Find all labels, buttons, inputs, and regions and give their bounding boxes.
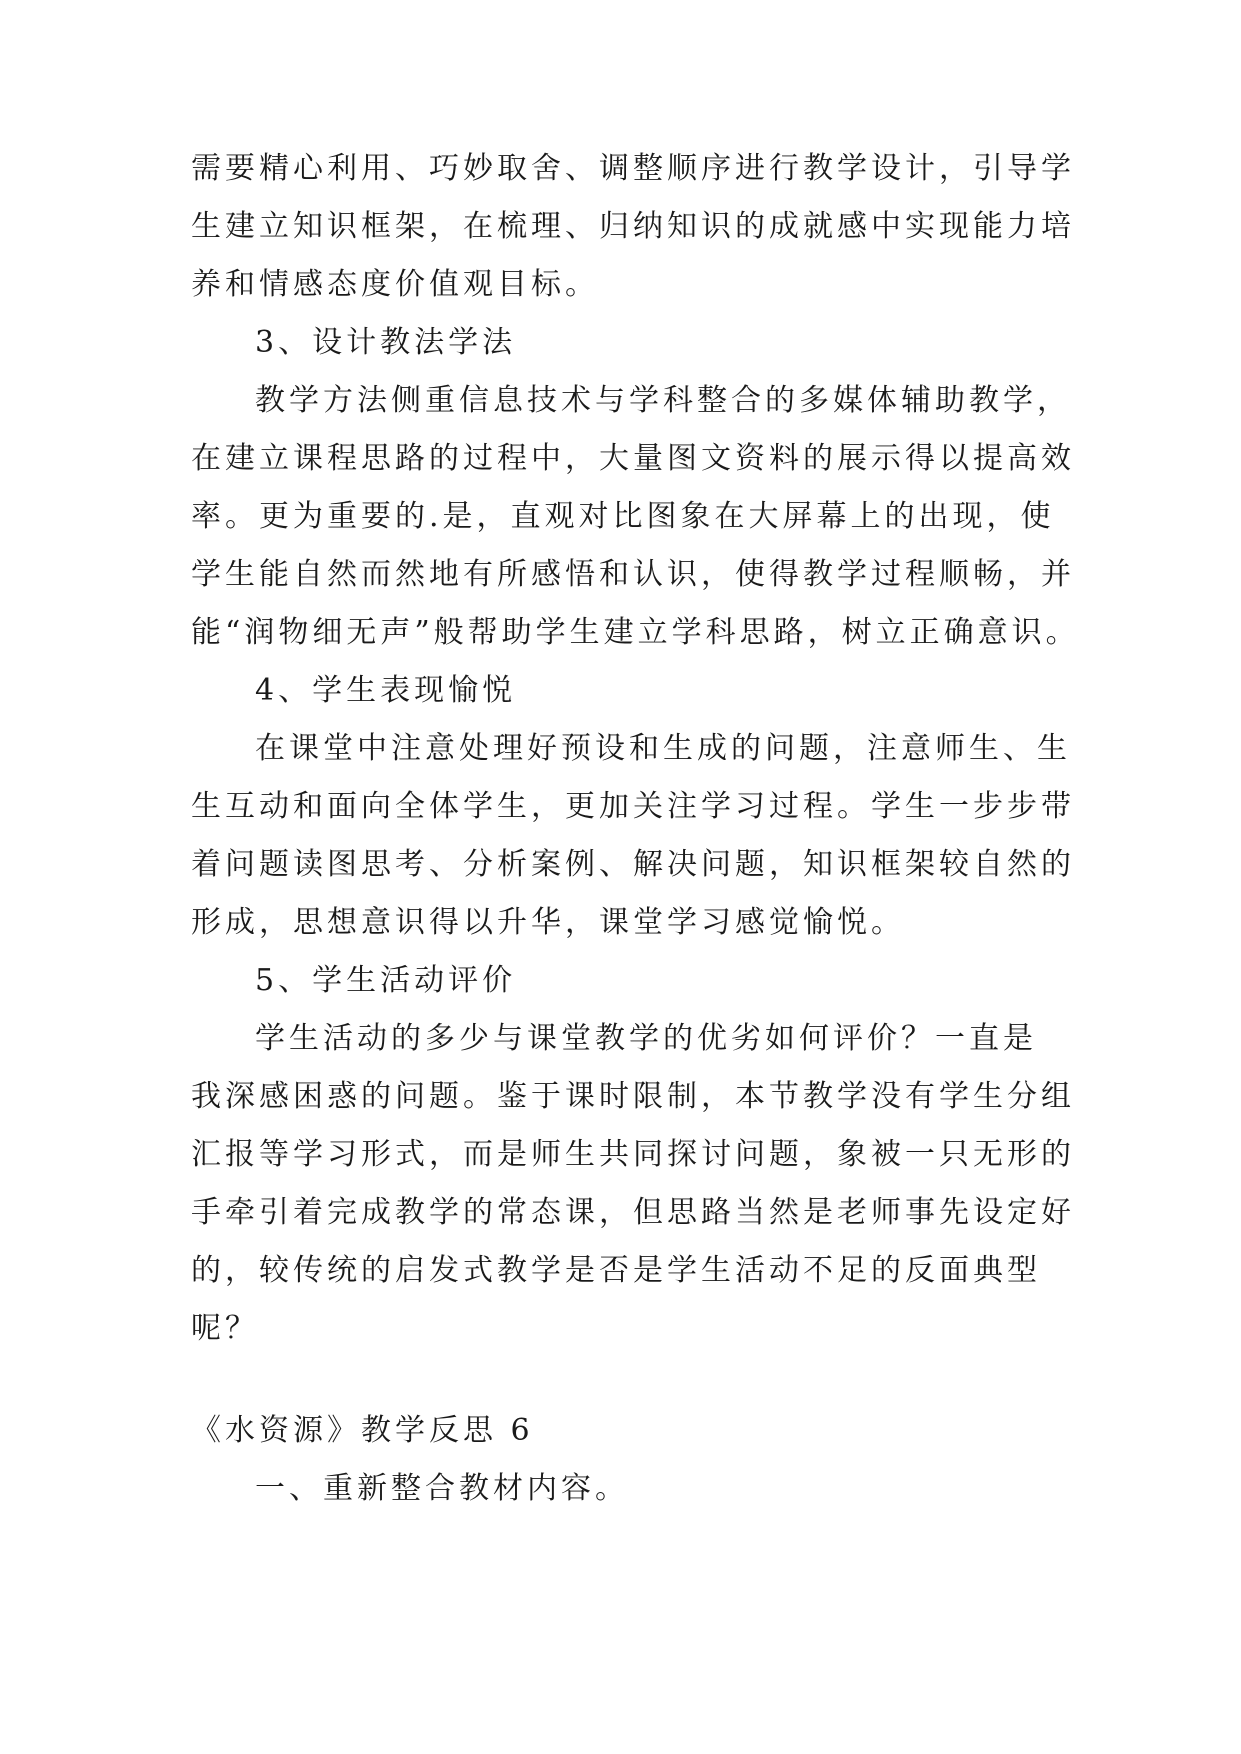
paragraph-line: 着问题读图思考、分析案例、解决问题，知识框架较自然的 bbox=[191, 847, 1075, 882]
paragraph-line: 学生能自然而然地有所感悟和认识，使得教学过程顺畅，并 bbox=[191, 557, 1075, 592]
section-heading: 5、学生活动评价 bbox=[255, 963, 517, 998]
paragraph-line: 呢？ bbox=[191, 1311, 259, 1346]
paragraph-line: 我深感困惑的问题。鉴于课时限制，本节教学没有学生分组 bbox=[191, 1079, 1075, 1114]
section-heading: 3、设计教法学法 bbox=[255, 325, 517, 360]
paragraph-line: 在课堂中注意处理好预设和生成的问题，注意师生、生 bbox=[255, 731, 1071, 766]
paragraph-line: 率。更为重要的.是，直观对比图象在大屏幕上的出现，使 bbox=[191, 499, 1055, 534]
section-heading: 4、学生表现愉悦 bbox=[255, 673, 517, 708]
paragraph-line: 生建立知识框架，在梳理、归纳知识的成就感中实现能力培 bbox=[191, 209, 1075, 244]
paragraph-line: 汇报等学习形式，而是师生共同探讨问题，象被一只无形的 bbox=[191, 1137, 1075, 1172]
paragraph-line: 的，较传统的启发式教学是否是学生活动不足的反面典型 bbox=[191, 1253, 1041, 1288]
paragraph-line: 形成，思想意识得以升华，课堂学习感觉愉悦。 bbox=[191, 905, 905, 940]
section-first-item: 一、重新整合教材内容。 bbox=[255, 1471, 629, 1506]
paragraph-line: 手牵引着完成教学的常态课，但思路当然是老师事先设定好 bbox=[191, 1195, 1075, 1230]
next-section bbox=[191, 1402, 1051, 1518]
paragraph-line: 教学方法侧重信息技术与学科整合的多媒体辅助教学， bbox=[255, 383, 1071, 418]
paragraph-line: 需要精心利用、巧妙取舍、调整顺序进行教学设计，引导学 bbox=[191, 151, 1075, 186]
section-title: 《水资源》教学反思 6 bbox=[191, 1413, 534, 1448]
body-text bbox=[191, 140, 1080, 1358]
paragraph-line: 在建立课程思路的过程中，大量图文资料的展示得以提高效 bbox=[191, 441, 1075, 476]
paragraph-line: 学生活动的多少与课堂教学的优劣如何评价？一直是 bbox=[255, 1021, 1037, 1056]
paragraph-line: 养和情感态度价值观目标。 bbox=[191, 267, 599, 302]
paragraph-line: 生互动和面向全体学生，更加关注学习过程。学生一步步带 bbox=[191, 789, 1075, 824]
paragraph-line: 能“润物细无声”般帮助学生建立学科思路，树立正确意识。 bbox=[191, 615, 1080, 650]
